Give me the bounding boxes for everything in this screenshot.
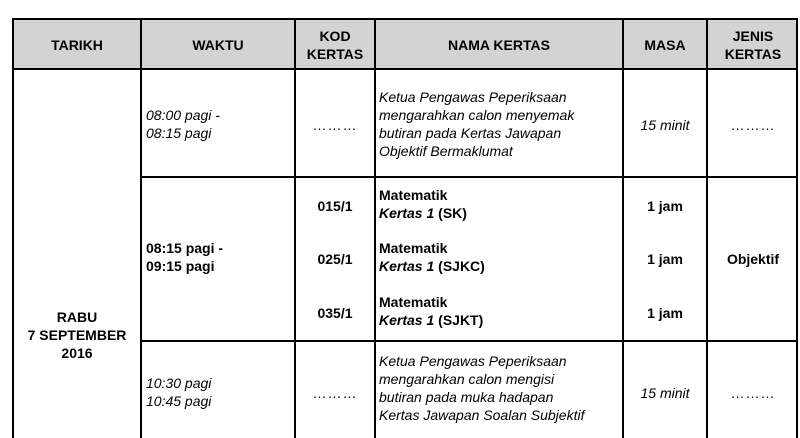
column-divider <box>374 20 376 438</box>
paper-kod: 015/1 <box>317 198 353 214</box>
paper-masa: 1 jam <box>647 198 683 214</box>
date-cell <box>14 308 140 362</box>
row3-nama-line: Ketua Pengawas Peperiksaan <box>379 353 567 369</box>
header-waktu: WAKTU <box>192 37 244 53</box>
exam-schedule-table <box>12 18 798 438</box>
paper-school: (SJKT) <box>438 312 484 328</box>
paper-masa: 1 jam <box>647 251 683 267</box>
header-jenis-line1: JENIS <box>732 28 774 44</box>
paper-masa: 1 jam <box>647 305 683 321</box>
row-divider <box>140 340 796 342</box>
row3-kod: ……… <box>312 385 358 401</box>
date-date: 7 SEPTEMBER <box>27 327 127 343</box>
row1-nama <box>379 88 574 160</box>
row3-nama-line: mengarahkan calon mengisi <box>379 371 555 387</box>
paper-subject: Matematik <box>379 294 448 310</box>
row3-nama-line: Kertas Jawapan Soalan Subjektif <box>379 407 585 423</box>
paper-subject: Matematik <box>379 187 448 203</box>
paper-kod: 025/1 <box>317 251 353 267</box>
paper-school: (SJKC) <box>438 258 485 274</box>
date-day: RABU <box>56 309 98 325</box>
column-divider <box>622 20 624 438</box>
row2-jenis: Objektif <box>726 251 780 267</box>
header-kod-kertas <box>296 20 374 70</box>
paper-name <box>379 293 483 329</box>
row1-jenis: ……… <box>730 117 776 133</box>
row1-masa: 15 minit <box>640 117 690 133</box>
row1-nama-line: butiran pada Kertas Jawapan <box>379 125 562 141</box>
row2-time <box>146 239 223 275</box>
header-kod-line2: KERTAS <box>306 46 364 62</box>
row1-nama-line: mengarahkan calon menyemak <box>379 107 575 123</box>
column-divider <box>294 20 296 438</box>
row1-time <box>146 106 220 142</box>
header-kod-line1: KOD <box>319 28 351 44</box>
row3-jenis: ……… <box>730 385 776 401</box>
header-tarikh: TARIKH <box>51 37 103 53</box>
row3-masa: 15 minit <box>640 385 690 401</box>
row1-kod: ……… <box>312 117 358 133</box>
row3-time-end: 10:45 pagi <box>146 393 212 409</box>
paper-kertas: Kertas 1 <box>379 312 435 328</box>
row1-nama-line: Ketua Pengawas Peperiksaan <box>379 89 567 105</box>
column-divider <box>706 20 708 438</box>
row2-time-end: 09:15 pagi <box>146 258 215 274</box>
row2-time-start: 08:15 pagi - <box>146 240 224 256</box>
header-nama-kertas: NAMA KERTAS <box>448 37 550 53</box>
row1-nama-line: Objektif Bermaklumat <box>379 143 513 159</box>
row3-nama-line: butiran pada muka hadapan <box>379 389 554 405</box>
paper-kertas: Kertas 1 <box>379 258 435 274</box>
paper-kertas: Kertas 1 <box>379 205 435 221</box>
paper-name <box>379 186 467 222</box>
paper-kod: 035/1 <box>317 305 353 321</box>
paper-school: (SK) <box>438 205 467 221</box>
date-year: 2016 <box>61 345 93 361</box>
header-masa: MASA <box>644 37 686 53</box>
paper-subject: Matematik <box>379 240 448 256</box>
row-divider <box>140 176 796 178</box>
header-jenis-line2: KERTAS <box>724 46 782 62</box>
paper-name <box>379 239 485 275</box>
row3-time <box>146 374 211 410</box>
column-divider <box>140 20 142 438</box>
row1-time-start: 08:00 pagi - <box>146 107 220 123</box>
header-jenis-kertas <box>708 20 798 70</box>
row3-nama <box>379 352 584 424</box>
row1-time-end: 08:15 pagi <box>146 125 212 141</box>
row3-time-start: 10:30 pagi <box>146 375 212 391</box>
